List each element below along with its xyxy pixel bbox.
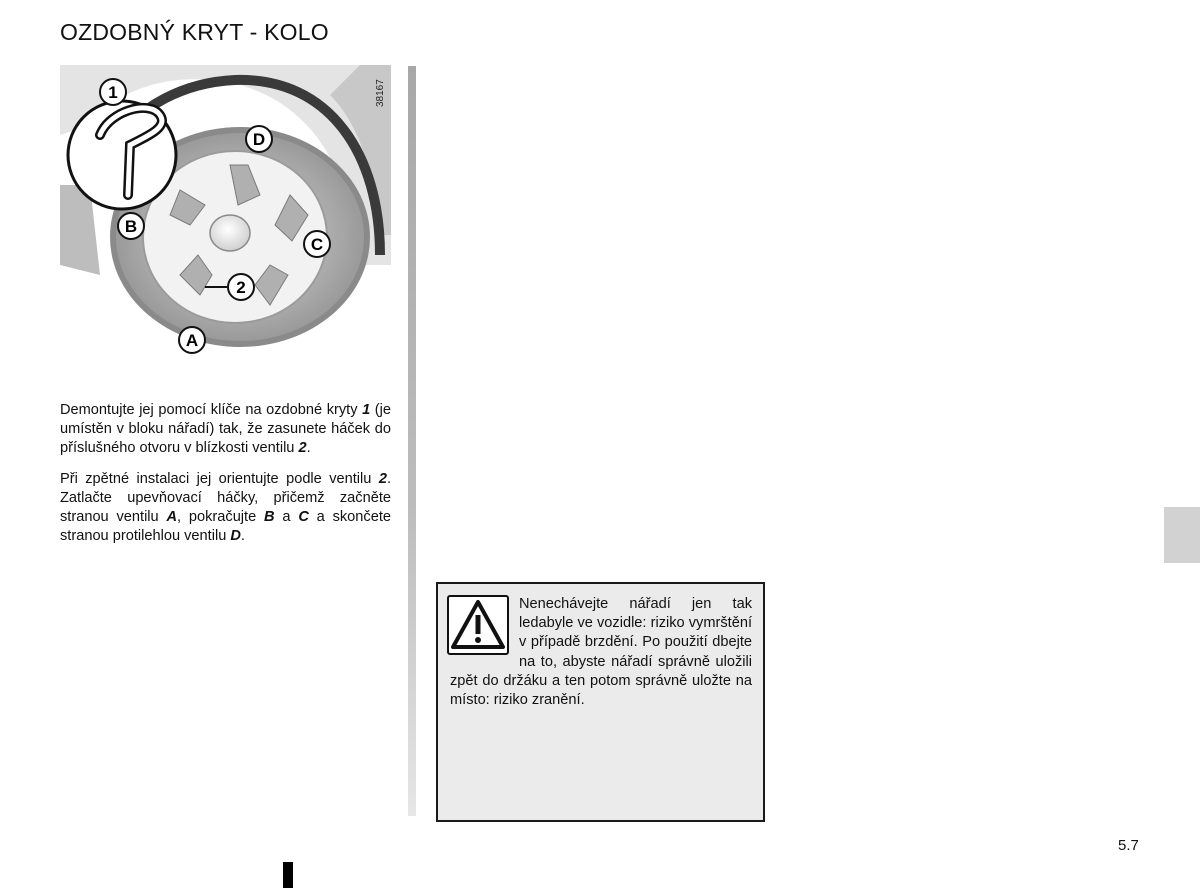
text-run: . Zatlačte upevňovací háčky, přičemž začněte stranou ventilu <box>60 470 391 526</box>
reference-label: 2 <box>378 470 387 487</box>
instructions-text <box>60 401 391 557</box>
callout-d: D <box>252 130 266 149</box>
callout-a: A <box>185 331 199 350</box>
column-divider <box>408 66 416 816</box>
instructions-paragraph-2 <box>60 470 391 547</box>
callout-1: 1 <box>108 83 118 102</box>
page-number: 5.7 <box>1118 837 1139 854</box>
text-run: Demontujte jej pomocí klíče na ozdobné kryty <box>60 402 363 418</box>
callout-2: 2 <box>236 278 246 297</box>
warning-box <box>436 582 765 822</box>
instructions-paragraph-1 <box>60 401 391 459</box>
text-run: (je umístěn v bloku nářadí) tak, že zasunete háček do příslušného otvoru v blízkosti ventilu <box>60 402 391 457</box>
reference-label: 2 <box>298 440 307 457</box>
text-run: Při zpětné instalaci jej orientujte podle ventilu <box>60 470 379 487</box>
reference-label: D <box>230 528 241 545</box>
text-run: . <box>240 528 245 545</box>
text-run: a <box>274 509 299 526</box>
text-run: . <box>306 440 311 457</box>
reference-label: C <box>298 509 309 526</box>
reference-label: B <box>264 509 275 526</box>
warning-message: Nenechávejte nářadí jen tak ledabyle ve vozidle: riziko vymrštění v případě brzdění. Po použití dbejte na to, abyste nářadí správně uložili zpět do držáku a ten potom správně uložte na místo: riziko zranění. <box>450 596 752 709</box>
reference-label: A <box>166 509 178 526</box>
page-title: OZDOBNÝ KRYT - KOLO <box>60 19 329 45</box>
wheel-cover-illustration <box>60 65 391 362</box>
reference-label: 1 <box>362 402 371 418</box>
text-run: a skončete stranou protilehlou ventilu <box>60 509 391 545</box>
figure-ref-number: 38167 <box>375 79 386 107</box>
callout-b: B <box>124 217 138 236</box>
text-run: , pokračujte <box>177 509 265 526</box>
callout-c: C <box>310 235 324 254</box>
print-crop-mark <box>283 862 293 888</box>
section-thumb-tab <box>1164 507 1200 563</box>
warning-text <box>450 595 752 710</box>
